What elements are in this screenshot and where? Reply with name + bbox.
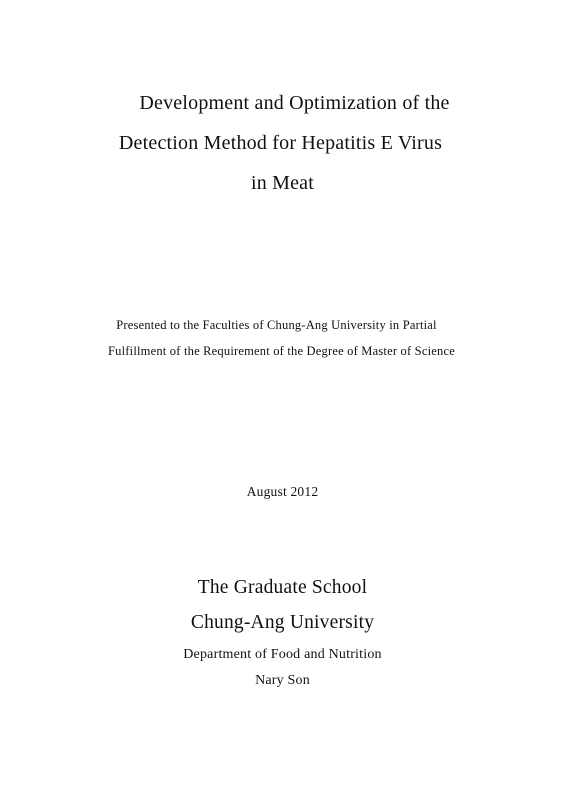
title-line-3: in Meat [250,172,315,194]
presentation-line-2: Fulfillment of the Requirement of the Degree of Master of Science [108,344,455,358]
title-line-1: Development and Optimization of the [139,92,450,114]
author-name: Nary Son [255,673,310,688]
graduate-school: The Graduate School [197,577,368,598]
university-name: Chung-Ang University [190,612,375,633]
department-name: Department of Food and Nutrition [183,647,382,662]
presentation-line-1: Presented to the Faculties of Chung-Ang University in Partial [116,318,437,332]
submission-date: August 2012 [246,484,319,499]
title-line-2: Detection Method for Hepatitis E Virus [118,132,443,154]
